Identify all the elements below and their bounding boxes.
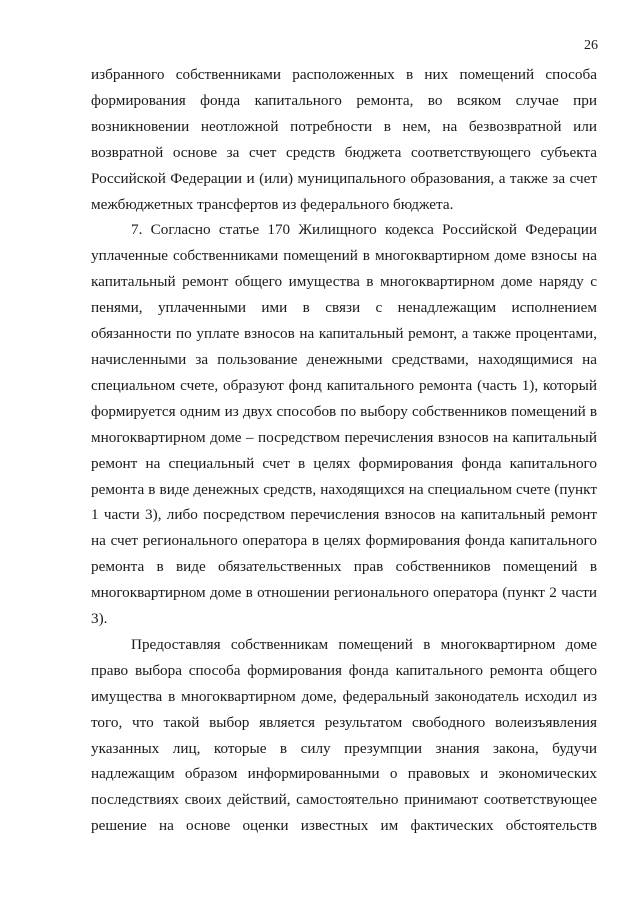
text-line: последствиях своих действий, самостоятельно принимают соответствующее bbox=[91, 791, 597, 809]
text-line: формирования фонда капитального ремонта, во всяком случае при bbox=[91, 91, 597, 109]
text-line: Российской Федерации и (или) муниципального образования, а также за счет bbox=[91, 169, 597, 187]
text-line: того, что такой выбор является результатом свободного волеизъявления bbox=[91, 713, 597, 731]
text-line: уплаченные собственниками помещений в многоквартирном доме взносы на bbox=[91, 247, 597, 265]
body-text bbox=[91, 62, 597, 839]
text-line: право выбора способа формирования фонда капитального ремонта общего bbox=[91, 661, 597, 679]
text-line: 1 части 3), либо посредством перечисления взносов на капитальный ремонт bbox=[91, 506, 597, 524]
text-line: формируется одним из двух способов по выбору собственников помещений в bbox=[91, 402, 597, 420]
text-line: решение на основе оценки известных им фактических обстоятельств bbox=[91, 817, 597, 835]
text-line: Предоставляя собственникам помещений в многоквартирном доме bbox=[131, 635, 597, 653]
text-line: имущества в многоквартирном доме, федеральный законодатель исходил из bbox=[91, 687, 597, 705]
text-line: возвратной основе за счет средств бюджета соответствующего субъекта bbox=[91, 143, 597, 161]
text-line: межбюджетных трансфертов из федерального бюджета. bbox=[91, 195, 454, 213]
text-line: капитальный ремонт общего имущества в многоквартирном доме наряду с bbox=[91, 273, 597, 291]
text-line: надлежащим образом информированными о правовых и экономических bbox=[91, 765, 597, 783]
text-line: ремонт на специальный счет в целях формирования фонда капитального bbox=[91, 454, 597, 472]
page-number: 26 bbox=[584, 38, 598, 53]
text-line: пенями, уплаченными ими в связи с ненадлежащим исполнением bbox=[91, 299, 597, 317]
text-line: 7. Согласно статье 170 Жилищного кодекса Российской Федерации bbox=[131, 221, 597, 239]
text-line: ремонта в виде денежных средств, находящихся на специальном счете (пункт bbox=[91, 480, 597, 498]
text-line: ремонта в виде обязательственных прав собственников помещений в bbox=[91, 558, 597, 576]
text-line: многоквартирном доме – посредством перечисления взносов на капитальный bbox=[91, 428, 597, 446]
text-line: специальном счете, образуют фонд капитального ремонта (часть 1), который bbox=[91, 376, 597, 394]
text-line: обязанности по уплате взносов на капитальный ремонт, а также процентами, bbox=[91, 325, 597, 343]
text-line: указанных лиц, которые в силу презумпции знания закона, будучи bbox=[91, 739, 597, 757]
text-line: избранного собственниками расположенных в них помещений способа bbox=[91, 66, 597, 83]
text-line: возникновении неотложной потребности в нем, на безвозвратной или bbox=[91, 117, 597, 135]
text-line: 3). bbox=[91, 610, 108, 628]
text-line: начисленными за пользование денежными средствами, находящимися на bbox=[91, 350, 597, 368]
text-line: многоквартирном доме в отношении регионального оператора (пункт 2 части bbox=[91, 584, 597, 602]
text-line: на счет регионального оператора в целях формирования фонда капитального bbox=[91, 532, 597, 550]
